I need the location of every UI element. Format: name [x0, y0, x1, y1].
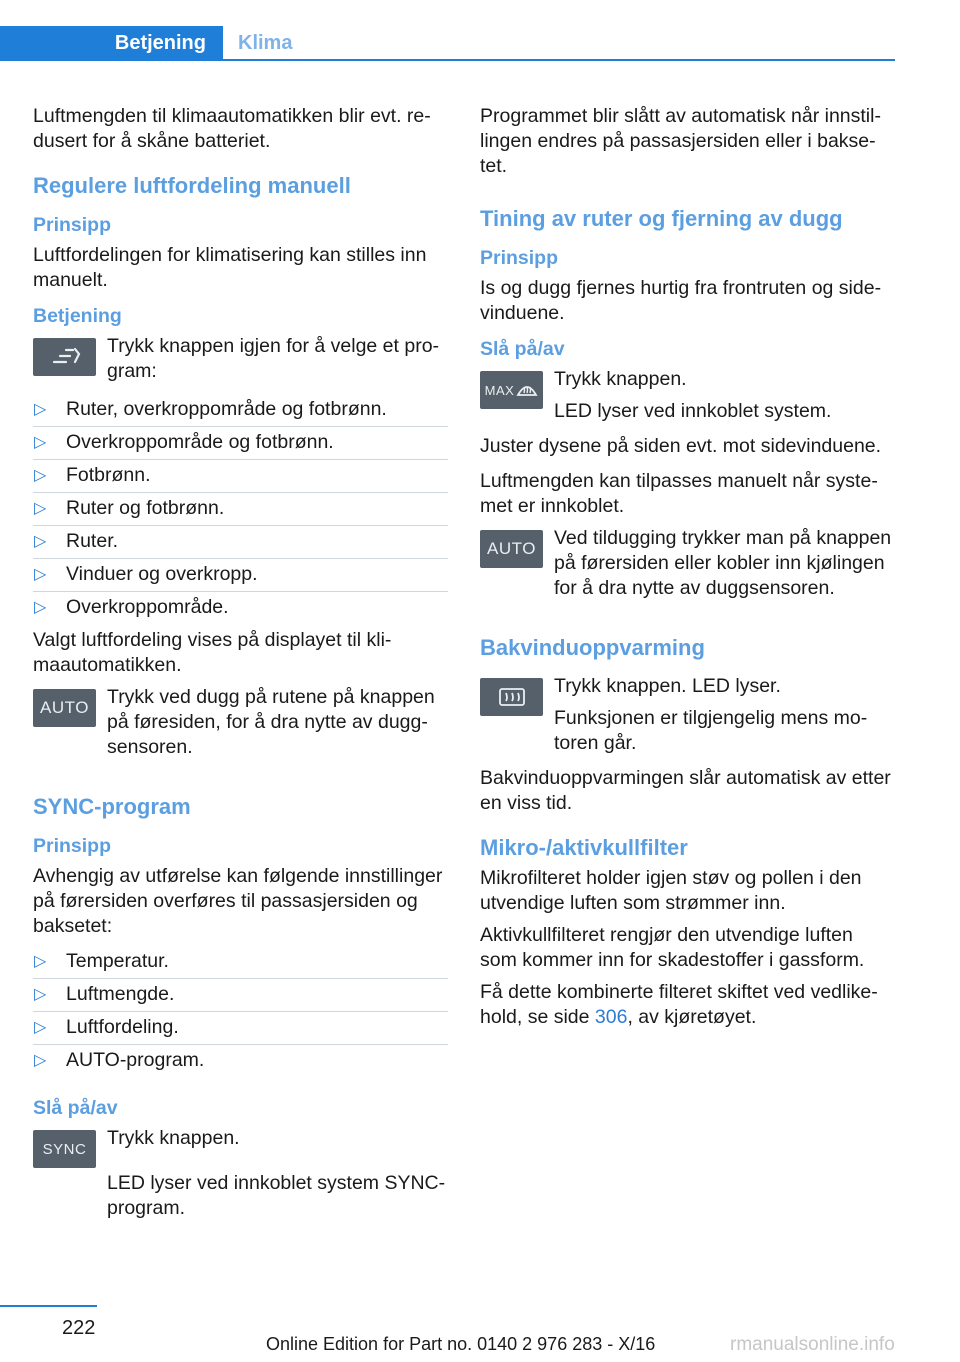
list-item: ▷ Ruter, overkroppområde og fotbrønn. — [33, 394, 448, 427]
heading-prinsipp-right: Prinsipp — [480, 247, 559, 269]
tab-klima[interactable]: Klima — [238, 32, 293, 54]
auto-row-left — [33, 685, 448, 767]
list-item: ▷ Fotbrønn. — [33, 460, 448, 493]
heading-tining: Tining av ruter og fjerning av dugg — [480, 206, 843, 231]
page-number: 222 — [62, 1317, 96, 1339]
rear-press-text: Trykk knappen. LED lyser. — [554, 675, 781, 697]
juster-text: Juster dysene på siden evt. mot sidevinduene. — [480, 435, 882, 457]
prinsipp-text-right: Is og dugg fjernes hurtig fra frontruten og sidevinduene. — [480, 277, 882, 324]
triangle-bullet-icon: ▷ — [34, 566, 47, 583]
betjening-row — [33, 334, 448, 391]
max-press-text: Trykk knappen. — [554, 368, 687, 390]
auto-button-icon: AUTO — [480, 530, 543, 568]
sync-led-text: LED lyser ved innkoblet system SYNC-program. — [107, 1172, 446, 1219]
max-row — [480, 367, 895, 431]
intro-text: Luftmengden til klimaautomatikken blir evt. redusert for å skåne batteriet. — [33, 105, 431, 152]
filter-text-3: Få dette kombinerte filteret skiftet ved vedlikehold, se side 306, av kjøretøyet. — [480, 981, 878, 1028]
auto-button-icon: AUTO — [33, 689, 96, 727]
list-item: ▷ Luftmengde. — [33, 979, 448, 1012]
heading-filter: Mikro-/aktivkullfilter — [480, 835, 688, 860]
list-item: ▷ Luftfordeling. — [33, 1012, 448, 1045]
list-item: ▷ Ruter og fotbrønn. — [33, 493, 448, 526]
auto-text-left: Trykk ved dugg på rutene på knappen på føresiden, for å dra nytte av duggsensoren. — [107, 686, 435, 758]
sync-press-text: Trykk knappen. — [107, 1127, 240, 1149]
max-defrost-icon: MAX — [480, 371, 543, 409]
triangle-bullet-icon: ▷ — [34, 1052, 47, 1069]
list-item: ▷ Temperatur. — [33, 946, 448, 979]
right-column — [480, 104, 895, 1037]
heading-bakvindu: Bakvinduoppvarming — [480, 635, 705, 660]
triangle-bullet-icon: ▷ — [34, 1019, 47, 1036]
airflow-icon — [33, 338, 96, 376]
triangle-bullet-icon: ▷ — [34, 500, 47, 517]
list-item: ▷ Vinduer og overkropp. — [33, 559, 448, 592]
list-item: ▷ Overkroppområde og fotbrønn. — [33, 427, 448, 460]
rear-func-text: Funksjonen er tilgjengelig mens motoren går. — [554, 707, 868, 754]
triangle-bullet-icon: ▷ — [34, 953, 47, 970]
triangle-bullet-icon: ▷ — [34, 467, 47, 484]
triangle-bullet-icon: ▷ — [34, 533, 47, 550]
header-rule — [0, 59, 895, 61]
auto-row-right — [480, 526, 895, 608]
tab-betjening[interactable]: Betjening — [0, 26, 223, 61]
auto-text-right: Ved tildugging trykker man på knappen på førersiden eller kobler inn kjølingen for å dra nytte av duggsensoren. — [554, 527, 892, 599]
heading-manual-distribution: Regulere luftfordeling manuell — [33, 173, 351, 198]
rear-row — [480, 674, 895, 763]
triangle-bullet-icon: ▷ — [34, 401, 47, 418]
sync-button-icon: SYNC — [33, 1130, 96, 1168]
sync-list — [33, 946, 448, 1077]
sync-row — [33, 1126, 448, 1168]
heading-prinsipp-sync: Prinsipp — [33, 835, 112, 857]
program-list — [33, 394, 448, 624]
filter-text-2: Aktivkullfilteret rengjør den utvendige luften som kommer inn for skadestoffer i gassform. — [480, 924, 865, 971]
edition-text: Online Edition for Part no. 0140 2 976 283 - X/16 — [266, 1334, 656, 1354]
programmet-text: Programmet blir slått av automatisk når innstillingen endres på passasjersiden eller i baksetet. — [480, 105, 881, 177]
max-led-text: LED lyser ved innkoblet system. — [554, 400, 832, 422]
list-item: ▷ Ruter. — [33, 526, 448, 559]
luftmengden-text: Luftmengden kan tilpasses manuelt når systemet er innkoblet. — [480, 470, 878, 517]
rear-auto-text: Bakvinduoppvarmingen slår automatisk av etter en viss tid. — [480, 767, 891, 814]
sync-text: Avhengig av utførelse kan følgende innstillinger på førersiden overføres til passasjersiden og baksetet: — [33, 865, 443, 937]
triangle-bullet-icon: ▷ — [34, 434, 47, 451]
triangle-bullet-icon: ▷ — [34, 986, 47, 1003]
watermark: rmanualsonline.info — [730, 1334, 895, 1355]
heading-sync: SYNC-program — [33, 794, 191, 819]
chapter-tabbar — [0, 26, 895, 62]
betjening-text: Trykk knappen igjen for å velge et program: — [107, 335, 440, 382]
left-column — [33, 104, 448, 1228]
heading-betjening: Betjening — [33, 305, 122, 327]
heading-slaa-paa-av: Slå på/av — [33, 1097, 118, 1119]
heading-prinsipp: Prinsipp — [33, 214, 112, 236]
valgt-text: Valgt luftfordeling vises på displayet til klimaautomatikken. — [33, 629, 392, 676]
page-link-306[interactable]: 306 — [594, 1006, 628, 1028]
rear-defrost-icon — [480, 678, 543, 716]
list-item: ▷ AUTO-program. — [34, 1049, 205, 1071]
footer-rule — [0, 1305, 97, 1307]
triangle-bullet-icon: ▷ — [34, 599, 47, 616]
prinsipp-text: Luftfordelingen for klimatisering kan stilles inn manuelt. — [33, 244, 427, 291]
list-item: ▷ Overkroppområde. — [34, 596, 229, 618]
filter-text-1: Mikrofilteret holder igjen støv og pollen i den utvendige luften som strømmer inn. — [480, 867, 862, 914]
heading-slaa-right: Slå på/av — [480, 338, 565, 360]
